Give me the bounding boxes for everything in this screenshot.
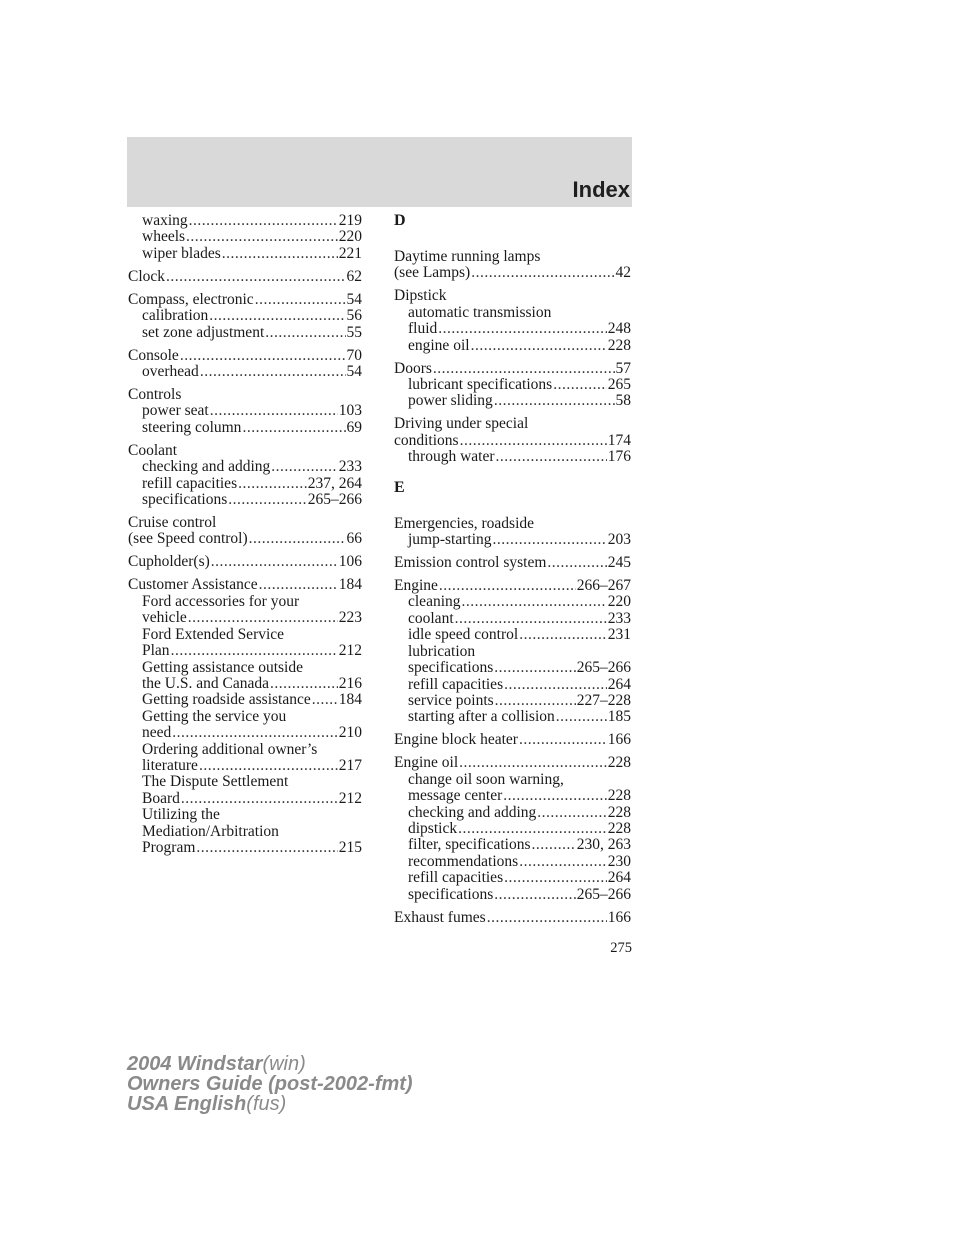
index-entry	[128, 269, 362, 285]
index-entry-line	[394, 516, 631, 532]
index-subentry-line	[128, 692, 362, 708]
dot-leader	[537, 805, 606, 821]
index-page-ref: 265–266	[576, 885, 631, 903]
index-term: filter, specifications	[408, 836, 531, 854]
index-term: Clock	[128, 267, 166, 285]
index-term: wheels	[142, 228, 186, 246]
index-subentry-line	[394, 611, 631, 627]
index-subentry-line	[394, 449, 631, 465]
header-band	[127, 137, 632, 207]
dot-leader	[166, 269, 345, 285]
index-page-ref: 231	[607, 626, 631, 644]
index-subentry-line	[128, 229, 362, 245]
dot-leader	[519, 854, 607, 870]
index-term: set zone adjustment	[142, 323, 265, 341]
index-entry-line	[394, 555, 631, 571]
dot-leader	[196, 840, 337, 856]
index-subentry-line	[394, 660, 631, 676]
index-term: through water	[408, 448, 495, 466]
index-term: specifications	[408, 885, 494, 903]
index-term: lubricant specifications	[408, 376, 553, 394]
index-subentry-line	[394, 393, 631, 409]
index-term: automatic transmission	[408, 303, 552, 321]
index-subentry-line	[394, 644, 631, 660]
dot-leader	[172, 725, 337, 741]
index-term: recommendations	[408, 852, 519, 870]
index-subentry-line	[128, 308, 362, 324]
index-entry	[394, 578, 631, 726]
dot-leader	[503, 788, 607, 804]
index-entry-line	[128, 387, 362, 403]
index-entry	[128, 387, 362, 436]
index-page-ref: 219	[338, 212, 362, 229]
index-page-ref: 69	[346, 418, 362, 436]
index-subentry-line	[394, 805, 631, 821]
index-subentry-line	[128, 840, 362, 856]
index-page-ref: 264	[607, 675, 631, 693]
dot-leader	[556, 709, 607, 725]
index-page-ref: 217	[338, 756, 362, 774]
index-page-ref: 245	[607, 554, 631, 572]
index-page-ref: 220	[338, 228, 362, 246]
index-term: Getting assistance outside	[142, 658, 303, 676]
index-entry	[394, 249, 631, 282]
index-page-ref: 174	[607, 431, 631, 449]
index-term: service points	[408, 691, 494, 709]
dot-leader	[519, 732, 607, 748]
dot-leader	[186, 229, 338, 245]
index-term: (see Speed control)	[128, 530, 248, 548]
index-subentry-line	[394, 887, 631, 903]
dot-leader	[531, 837, 575, 853]
index-entry-line	[394, 755, 631, 771]
index-page-ref: 103	[338, 402, 362, 420]
dot-leader	[460, 433, 607, 449]
index-term: Utilizing the	[142, 806, 220, 824]
index-entry	[394, 288, 631, 354]
dot-leader	[471, 265, 614, 281]
index-entry	[128, 213, 362, 262]
index-subentry-line	[128, 774, 362, 790]
index-term: checking and adding	[142, 458, 271, 476]
index-term: power seat	[142, 402, 209, 420]
index-term: Coolant	[128, 441, 178, 459]
dot-leader	[189, 213, 338, 229]
dot-leader	[259, 577, 338, 593]
dot-leader	[249, 531, 346, 547]
index-page-ref: 184	[338, 576, 362, 594]
index-section-letter: D	[394, 212, 406, 229]
index-subentry-line	[394, 854, 631, 870]
index-page-ref: 212	[338, 789, 362, 807]
index-subentry-line	[128, 660, 362, 676]
dot-leader	[222, 246, 338, 262]
index-term: Plan	[142, 642, 170, 660]
dot-leader	[180, 348, 346, 364]
index-subentry-line	[394, 709, 631, 725]
index-term: refill capacities	[408, 675, 504, 693]
index-subentry-line	[394, 821, 631, 837]
index-page-ref: 54	[346, 290, 362, 308]
index-term: Controls	[128, 386, 182, 404]
footer-language-code: (fus)	[246, 1093, 287, 1115]
index-subentry-line	[394, 837, 631, 853]
index-page-ref: 166	[607, 731, 631, 749]
index-subentry-line	[128, 824, 362, 840]
index-subentry-line	[128, 492, 362, 508]
page-title: Index	[572, 177, 630, 202]
index-entry	[128, 554, 362, 570]
index-subentry-line	[128, 476, 362, 492]
index-page-ref: 237, 264	[307, 474, 362, 492]
index-subentry-line	[128, 459, 362, 475]
index-page-ref: 228	[607, 803, 631, 821]
dot-leader	[265, 325, 345, 341]
index-subentry-line	[128, 246, 362, 262]
dot-leader	[494, 393, 615, 409]
index-term: Program	[142, 838, 196, 856]
footer-line-3	[127, 1094, 413, 1114]
index-term: Getting the service you	[142, 707, 287, 725]
index-page-ref: 66	[346, 530, 362, 548]
index-term: calibration	[142, 307, 209, 325]
index-subentry-line	[128, 325, 362, 341]
index-subentry-line	[128, 213, 362, 229]
footer-line-1	[127, 1054, 413, 1074]
index-term: waxing	[142, 212, 188, 229]
index-page-ref: 228	[607, 754, 631, 772]
index-entry-line	[128, 515, 362, 531]
index-term: Compass, electronic	[128, 290, 254, 308]
index-term: power sliding	[408, 392, 493, 410]
dot-leader	[519, 627, 607, 643]
index-entry	[394, 361, 631, 410]
footer-language: USA English	[127, 1093, 247, 1115]
index-subentry-line	[394, 693, 631, 709]
index-entry-line	[394, 910, 631, 926]
index-entry-line	[394, 288, 631, 304]
index-term: Console	[128, 346, 179, 364]
index-entry	[128, 443, 362, 509]
dot-leader	[181, 791, 338, 807]
index-entry-line	[128, 292, 362, 308]
index-term: Doors	[394, 359, 432, 377]
index-entry	[394, 732, 631, 748]
index-entry-line	[394, 732, 631, 748]
index-page-ref: 203	[607, 531, 631, 549]
index-term: specifications	[408, 659, 494, 677]
index-term: refill capacities	[408, 869, 504, 887]
index-page-ref: 70	[346, 346, 362, 364]
index-entry	[128, 292, 362, 341]
index-entry-line	[394, 578, 631, 594]
index-subentry-line	[128, 594, 362, 610]
index-term: Customer Assistance	[128, 576, 258, 594]
index-term: Ford accessories for your	[142, 592, 300, 610]
index-page-ref: 230	[607, 852, 631, 870]
dot-leader	[242, 420, 345, 436]
index-page-ref: 227–228	[576, 691, 631, 709]
index-subentry-line	[128, 807, 362, 823]
index-subentry-line	[394, 338, 631, 354]
index-term: idle speed control	[408, 626, 519, 644]
index-page-ref: 221	[338, 244, 362, 262]
index-page-ref: 264	[607, 869, 631, 887]
index-subentry-line	[394, 788, 631, 804]
index-page-ref: 233	[338, 458, 362, 476]
index-term: (see Lamps)	[394, 264, 471, 282]
index-term: fluid	[408, 320, 438, 338]
dot-leader	[200, 364, 346, 380]
index-term: Ford Extended Service	[142, 625, 285, 643]
footer-guide: Owners Guide (post-2002-fmt)	[127, 1073, 413, 1095]
index-entry-line	[394, 361, 631, 377]
index-column-right	[394, 213, 631, 933]
index-column-left	[128, 213, 362, 863]
index-term: Getting roadside assistance	[142, 691, 311, 709]
index-entry-line	[128, 577, 362, 593]
index-page-ref: 233	[607, 609, 631, 627]
index-entry-line	[394, 433, 631, 449]
index-page-ref: 210	[338, 724, 362, 742]
index-term: Dipstick	[394, 287, 447, 305]
index-term: Driving under special	[394, 415, 529, 433]
dot-leader	[495, 693, 576, 709]
index-page-ref: 176	[607, 448, 631, 466]
index-subentry-line	[128, 676, 362, 692]
index-subentry-line	[128, 403, 362, 419]
index-term: checking and adding	[408, 803, 537, 821]
index-term: cleaning	[408, 593, 461, 611]
dot-leader	[471, 338, 607, 354]
index-entry-line	[394, 416, 631, 432]
footer-line-2	[127, 1074, 413, 1094]
index-subentry-line	[128, 742, 362, 758]
index-page-ref: 228	[607, 787, 631, 805]
index-entry-line	[128, 348, 362, 364]
index-entry	[394, 516, 631, 549]
index-term: starting after a collision	[408, 708, 555, 726]
dot-leader	[459, 755, 607, 771]
index-page-ref: 62	[346, 267, 362, 285]
index-entry-line	[128, 554, 362, 570]
index-term: The Dispute Settlement	[142, 773, 289, 791]
index-term: refill capacities	[142, 474, 238, 492]
index-subentry-line	[394, 321, 631, 337]
dot-leader	[493, 532, 607, 548]
index-subentry-line	[128, 725, 362, 741]
index-page-ref: 216	[338, 674, 362, 692]
dot-leader	[433, 361, 615, 377]
index-term: Emission control system	[394, 554, 547, 572]
dot-leader	[438, 321, 606, 337]
index-page-ref: 266–267	[576, 577, 631, 595]
index-page-ref: 55	[346, 323, 362, 341]
index-subentry-line	[394, 532, 631, 548]
index-subentry-line	[128, 627, 362, 643]
index-term: steering column	[142, 418, 242, 436]
dot-leader	[255, 292, 346, 308]
index-term: Engine oil	[394, 754, 459, 772]
dot-leader	[494, 887, 576, 903]
dot-leader	[199, 758, 338, 774]
dot-leader	[210, 403, 338, 419]
index-page-ref: 215	[338, 838, 362, 856]
index-term: need	[142, 724, 172, 742]
index-entry-line	[128, 443, 362, 459]
dot-leader	[171, 643, 338, 659]
index-page-ref: 42	[615, 264, 631, 282]
index-page-ref: 223	[338, 609, 362, 627]
index-subentry-line	[128, 709, 362, 725]
index-entry-line	[394, 249, 631, 265]
dot-leader	[462, 594, 607, 610]
dot-leader	[455, 611, 607, 627]
index-page-ref: 228	[607, 336, 631, 354]
index-term: Cupholder(s)	[128, 553, 210, 571]
index-page-ref: 184	[338, 691, 362, 709]
index-term: Exhaust fumes	[394, 908, 486, 926]
index-page-ref: 228	[607, 819, 631, 837]
dot-leader	[487, 910, 607, 926]
index-term: wiper blades	[142, 244, 221, 262]
index-term: Engine block heater	[394, 731, 518, 749]
index-term: overhead	[142, 363, 199, 381]
index-subentry-line	[394, 677, 631, 693]
index-entry	[394, 910, 631, 926]
dot-leader	[439, 578, 576, 594]
index-page-ref: 220	[607, 593, 631, 611]
index-page-ref: 265–266	[307, 491, 362, 509]
index-term: Ordering additional owner’s	[142, 740, 318, 758]
index-page-ref: 166	[607, 908, 631, 926]
index-subentry-line	[394, 870, 631, 886]
index-term: vehicle	[142, 609, 187, 627]
index-term: specifications	[142, 491, 228, 509]
dot-leader	[238, 476, 307, 492]
index-subentry-line	[128, 420, 362, 436]
index-term: message center	[408, 787, 503, 805]
index-page-ref: 57	[615, 359, 631, 377]
index-entry	[128, 577, 362, 856]
index-section-letter: E	[394, 478, 405, 496]
index-term: conditions	[394, 431, 459, 449]
index-subentry-line	[394, 377, 631, 393]
index-term: Emergencies, roadside	[394, 514, 535, 532]
index-subentry-line	[394, 305, 631, 321]
index-entry-line	[394, 265, 631, 281]
index-page-ref: 106	[338, 553, 362, 571]
index-entry-line	[128, 269, 362, 285]
index-term: dipstick	[408, 819, 458, 837]
index-entry	[394, 555, 631, 571]
footer-model: 2004 Windstar	[127, 1053, 263, 1075]
index-term: the U.S. and Canada	[142, 674, 269, 692]
document-footer	[127, 1054, 413, 1114]
index-subentry-line	[128, 791, 362, 807]
index-page-ref: 54	[346, 363, 362, 381]
index-term: Board	[142, 789, 180, 807]
index-page-ref: 56	[346, 307, 362, 325]
index-entry	[128, 348, 362, 381]
index-page-ref: 185	[607, 708, 631, 726]
index-term: change oil soon warning,	[408, 770, 564, 788]
dot-leader	[547, 555, 606, 571]
index-subentry-line	[394, 772, 631, 788]
index-term: engine oil	[408, 336, 470, 354]
dot-leader	[228, 492, 307, 508]
dot-leader	[494, 660, 576, 676]
index-subentry-line	[128, 610, 362, 626]
dot-leader	[209, 308, 345, 324]
dot-leader	[211, 554, 338, 570]
dot-leader	[270, 676, 338, 692]
index-entry-line	[128, 531, 362, 547]
index-subentry-line	[128, 364, 362, 380]
dot-leader	[504, 677, 607, 693]
index-subentry-line	[128, 643, 362, 659]
index-term: coolant	[408, 609, 454, 627]
index-page-ref: 58	[615, 392, 631, 410]
index-entry	[394, 755, 631, 903]
index-subentry-line	[128, 758, 362, 774]
index-term: jump-starting	[408, 531, 492, 549]
index-entry	[128, 515, 362, 548]
index-page-ref: 248	[607, 320, 631, 338]
index-term: literature	[142, 756, 198, 774]
page-number: 275	[610, 940, 632, 956]
dot-leader	[504, 870, 607, 886]
dot-leader	[188, 610, 338, 626]
index-subentry-line	[394, 627, 631, 643]
dot-leader	[496, 449, 607, 465]
index-term: Engine	[394, 577, 438, 595]
dot-leader	[312, 692, 338, 708]
index-term: lubrication	[408, 642, 476, 660]
dot-leader	[553, 377, 607, 393]
index-term: Mediation/Arbitration	[142, 822, 279, 840]
index-entry	[394, 416, 631, 465]
index-subentry-line	[394, 594, 631, 610]
index-term: Cruise control	[128, 514, 217, 532]
index-term: Daytime running lamps	[394, 248, 541, 265]
index-page-ref: 230, 263	[576, 836, 631, 854]
dot-leader	[458, 821, 607, 837]
index-page-ref: 212	[338, 642, 362, 660]
index-page-ref: 265–266	[576, 659, 631, 677]
footer-model-code: (win)	[262, 1053, 306, 1075]
index-page-ref: 265	[607, 376, 631, 394]
dot-leader	[271, 459, 337, 475]
